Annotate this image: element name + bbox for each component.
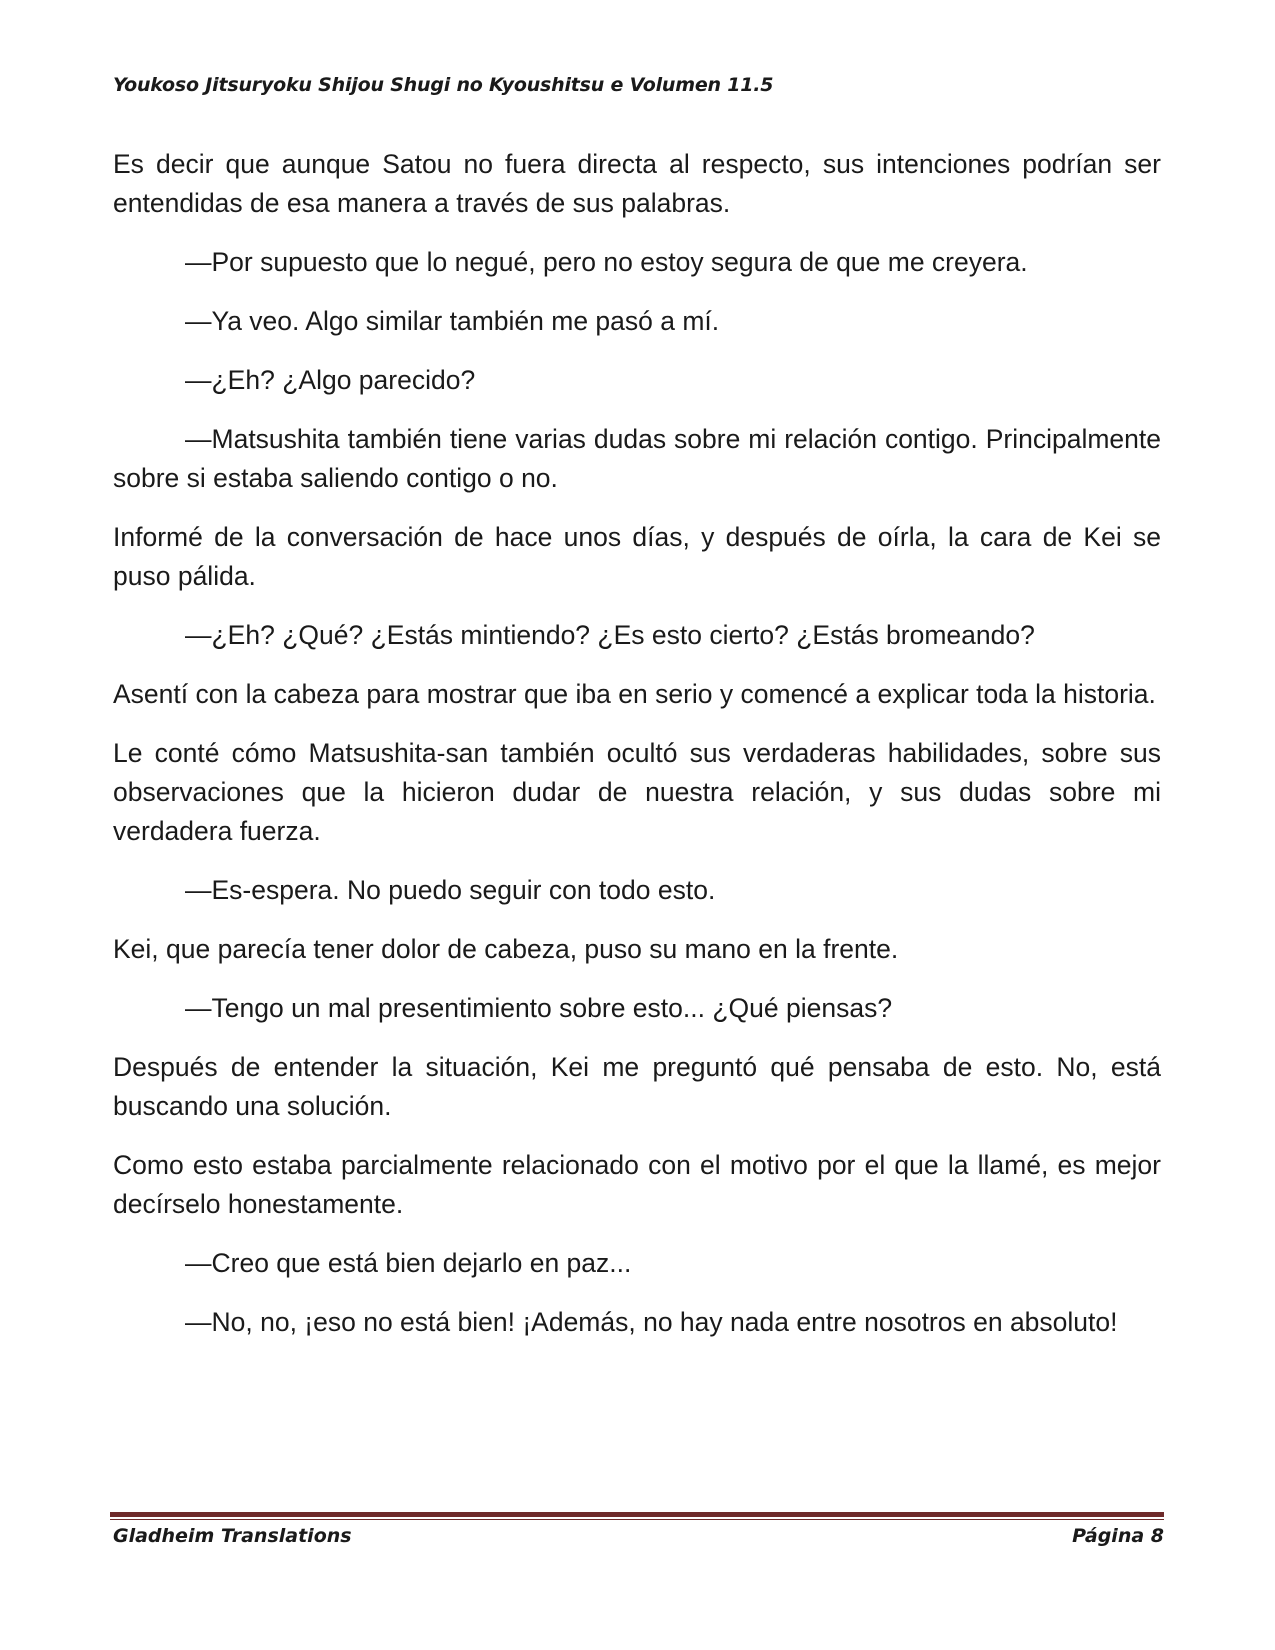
paragraph-narration: Kei, que parecía tener dolor de cabeza, puso su mano en la frente. — [113, 934, 899, 964]
footer-divider — [110, 1512, 1164, 1517]
running-header-title: Youkoso Jitsuryoku Shijou Shugi no Kyoushitsu e Volumen 11.5 — [113, 74, 774, 96]
paragraph-dialogue: —Tengo un mal presentimiento sobre esto... ¿Qué piensas? — [185, 993, 893, 1023]
body-text — [113, 145, 1161, 1342]
paragraph-dialogue: —Matsushita también tiene varias dudas sobre mi relación contigo. Principalmente sobre si estaba saliendo contigo o no. — [113, 424, 1161, 493]
paragraph-narration: Informé de la conversación de hace unos días, y después de oírla, la cara de Kei se puso pálida. — [113, 522, 1161, 591]
paragraph-narration: Como esto estaba parcialmente relacionado con el motivo por el que la llamé, es mejor decírselo honestamente. — [113, 1150, 1161, 1219]
paragraph-dialogue: —No, no, ¡eso no está bien! ¡Además, no hay nada entre nosotros en absoluto! — [185, 1307, 1118, 1337]
paragraph-narration: Es decir que aunque Satou no fuera directa al respecto, sus intenciones podrían ser entendidas de esa manera a través de sus palabras. — [113, 149, 1161, 218]
paragraph-dialogue: —¿Eh? ¿Algo parecido? — [185, 365, 476, 395]
paragraph-dialogue: —Ya veo. Algo similar también me pasó a mí. — [185, 306, 720, 336]
page-number: Página 8 — [1072, 1525, 1164, 1547]
paragraph-narration: Después de entender la situación, Kei me preguntó qué pensaba de esto. No, está buscando una solución. — [113, 1052, 1161, 1121]
footer-divider-thin — [110, 1519, 1164, 1520]
paragraph-narration: Le conté cómo Matsushita-san también ocultó sus verdaderas habilidades, sobre sus observaciones que la hicieron dudar de nuestra relación, y sus dudas sobre mi verdadera fuerza. — [113, 738, 1161, 846]
paragraph-narration: Asentí con la cabeza para mostrar que iba en serio y comencé a explicar toda la historia. — [113, 679, 1156, 709]
paragraph-dialogue: —Creo que está bien dejarlo en paz... — [185, 1248, 632, 1278]
paragraph-dialogue: —Por supuesto que lo negué, pero no estoy segura de que me creyera. — [185, 247, 1028, 277]
footer-credit: Gladheim Translations — [113, 1525, 352, 1547]
paragraph-dialogue: —Es-espera. No puedo seguir con todo esto. — [185, 875, 716, 905]
paragraph-dialogue: —¿Eh? ¿Qué? ¿Estás mintiendo? ¿Es esto cierto? ¿Estás bromeando? — [185, 620, 1035, 650]
